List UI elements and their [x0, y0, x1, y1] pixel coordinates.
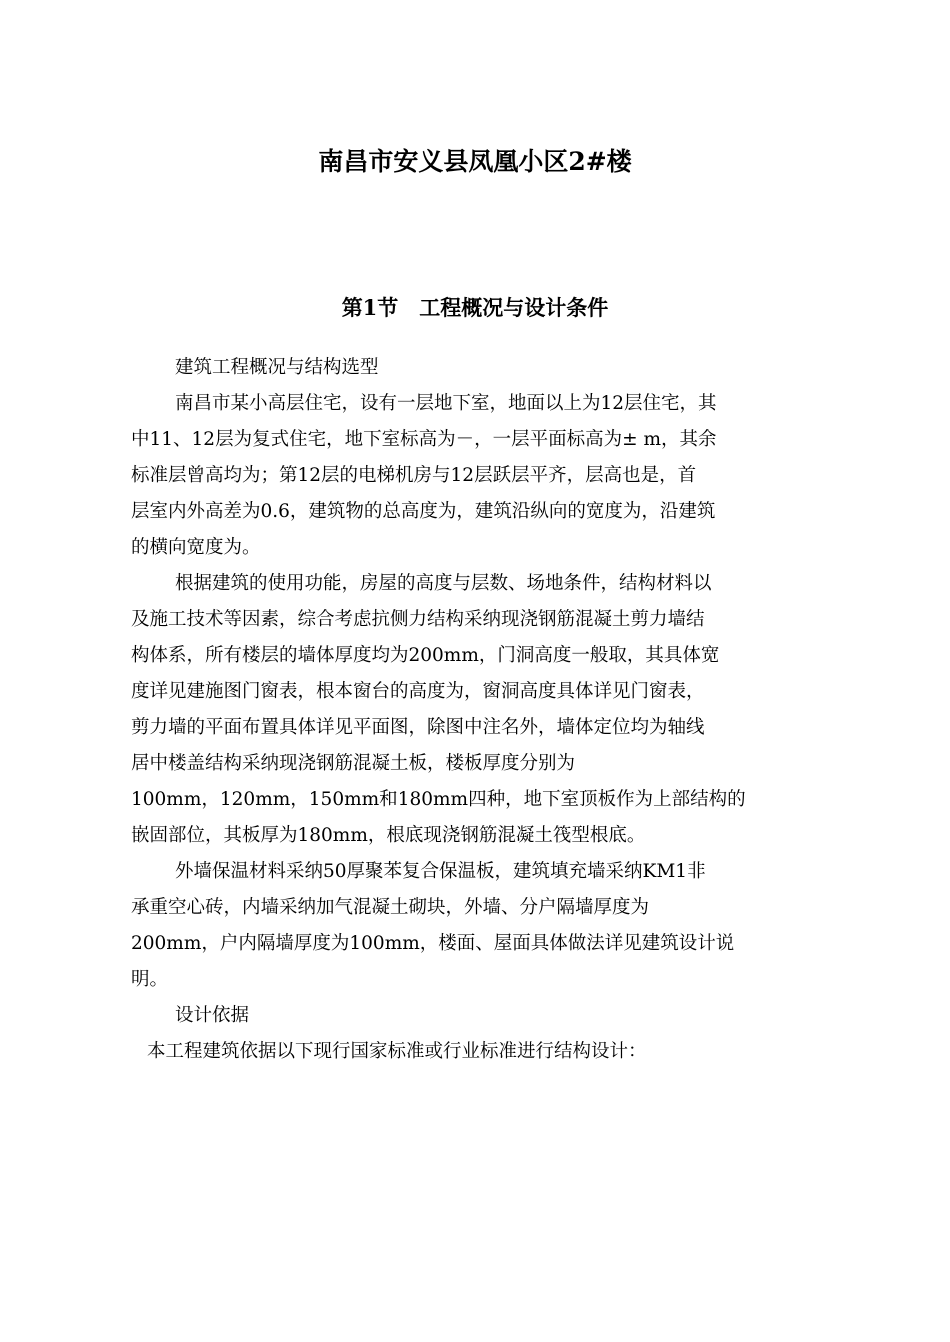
paragraph-line: 根据建筑的使用功能，房屋的高度与层数、场地条件，结构材料以 [175, 573, 712, 594]
paragraph-line: 层室内外高差为0.6，建筑物的总高度为，建筑沿纵向的宽度为，沿建筑 [131, 501, 716, 522]
paragraph-line: 居中楼盖结构采纳现浇钢筋混凝土板，楼板厚度分别为 [131, 753, 576, 774]
document-title: 南昌市安义县凤凰小区2#楼 [318, 147, 632, 176]
paragraph-line: 明。 [131, 969, 169, 990]
paragraph-line: 南昌市某小高层住宅，设有一层地下室，地面以上为12层住宅，其 [175, 393, 717, 414]
paragraph-line: 构体系，所有楼层的墙体厚度均为200mm，门洞高度一般取，其具体宽 [131, 645, 720, 666]
subheading-overview: 建筑工程概况与结构选型 [175, 357, 379, 378]
paragraph-project-overview [131, 386, 821, 566]
paragraph-line: 外墙保温材料采纳50厚聚苯复合保温板，建筑填充墙采纳KM1非 [175, 861, 706, 882]
section-heading: 第1节 工程概况与设计条件 [341, 295, 609, 320]
body-content [131, 350, 821, 1070]
paragraph-line: 标准层曾高均为；第12层的电梯机房与12层跃层平齐，层高也是，首 [131, 465, 697, 486]
subheading-design-basis: 设计依据 [175, 1005, 250, 1026]
paragraph-wall-materials [131, 854, 821, 998]
paragraph-line: 100mm，120mm，150mm和180mm四种，地下室顶板作为上部结构的 [131, 789, 746, 810]
paragraph-line: 的横向宽度为。 [131, 537, 261, 558]
design-basis-text: 本工程建筑依据以下现行国家标准或行业标准进行结构设计： [147, 1041, 647, 1062]
paragraph-line: 200mm，户内隔墙厚度为100mm，楼面、屋面具体做法详见建筑设计说 [131, 933, 735, 954]
paragraph-structure-system [131, 566, 821, 854]
paragraph-line: 嵌固部位，其板厚为180mm，根底现浇钢筋混凝土筏型根底。 [131, 825, 646, 846]
paragraph-line: 承重空心砖，内墙采纳加气混凝土砌块，外墙、分户隔墙厚度为 [131, 897, 650, 918]
paragraph-line: 中11、12层为复式住宅，地下室标高为－，一层平面标高为± m，其余 [131, 429, 717, 450]
paragraph-line: 剪力墙的平面布置具体详见平面图，除图中注名外，墙体定位均为轴线 [131, 717, 705, 738]
paragraph-line: 度详见建施图门窗表，根本窗台的高度为，窗洞高度具体详见门窗表， [131, 681, 705, 702]
paragraph-line: 及施工技术等因素，综合考虑抗侧力结构采纳现浇钢筋混凝土剪力墙结 [131, 609, 705, 630]
